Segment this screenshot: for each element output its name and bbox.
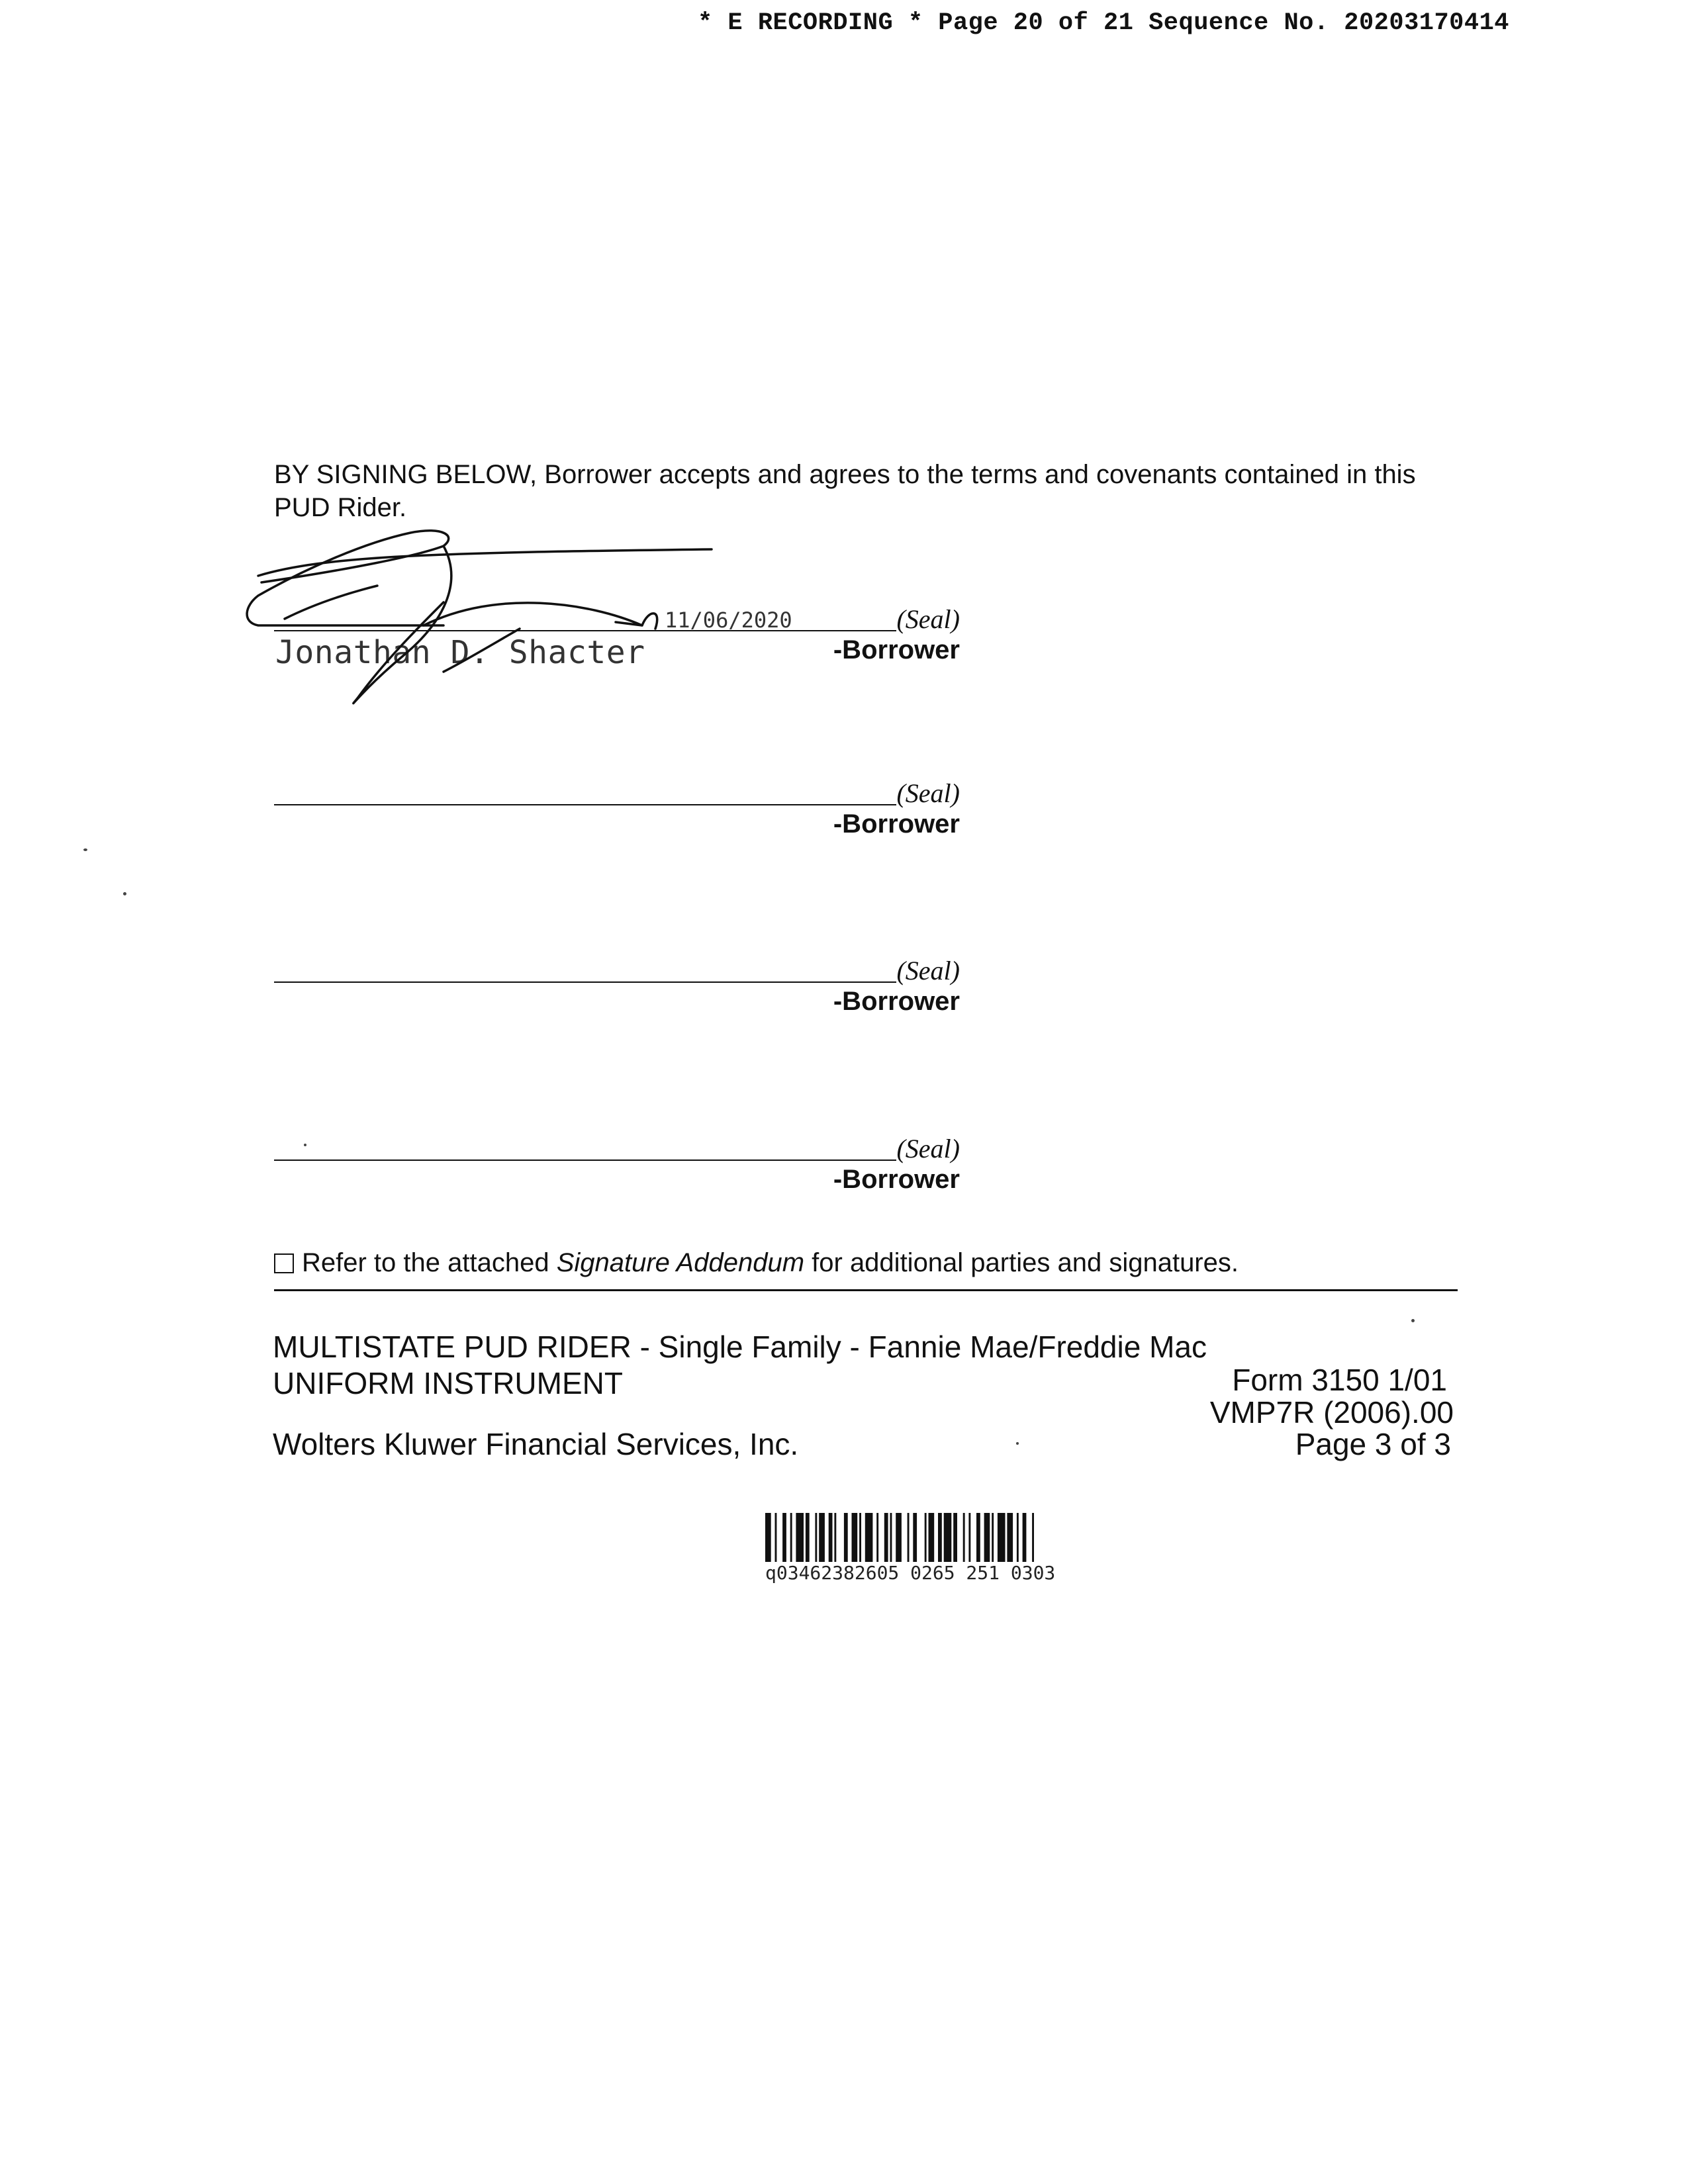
- signature-line: [274, 804, 896, 805]
- scan-speck: [83, 848, 87, 851]
- barcode-bar: [968, 1513, 970, 1562]
- barcode-bar: [806, 1513, 810, 1562]
- barcode-bar: [844, 1513, 848, 1562]
- publisher: Wolters Kluwer Financial Services, Inc.: [273, 1427, 799, 1461]
- signature-line: [274, 1160, 896, 1161]
- barcode-bar: [765, 1513, 771, 1562]
- vmp-code: VMP7R (2006).00: [1209, 1395, 1454, 1430]
- barcode-bar: [859, 1513, 861, 1562]
- barcode-bar: [1017, 1513, 1019, 1562]
- scan-speck: [1411, 1319, 1415, 1322]
- barcode-bar: [890, 1513, 892, 1562]
- signature-date: 11/06/2020: [665, 608, 792, 633]
- barcode-bar: [815, 1513, 817, 1562]
- borrower-name: Jonathan D. Shacter: [275, 634, 645, 671]
- signature-line: [274, 981, 896, 983]
- form-number: Form 3150 1/01: [1232, 1363, 1447, 1397]
- barcode-bar: [876, 1513, 878, 1562]
- barcode-bar: [852, 1513, 858, 1562]
- barcode-bar: [896, 1513, 902, 1562]
- uniform-instrument: UNIFORM INSTRUMENT: [273, 1366, 623, 1400]
- barcode-bar: [819, 1513, 825, 1562]
- barcode-bar: [829, 1513, 833, 1562]
- scan-speck: [304, 1144, 306, 1146]
- barcode-bar: [884, 1513, 888, 1562]
- addendum-emphasis: Signature Addendum: [556, 1248, 805, 1277]
- seal-label: (Seal): [896, 778, 960, 808]
- signature-block-4: [274, 1133, 960, 1194]
- signature-block-2: [274, 778, 960, 839]
- barcode-bar: [953, 1513, 957, 1562]
- barcode-bar: [938, 1513, 942, 1562]
- handwritten-signature: [245, 529, 748, 721]
- barcode-number: q03462382605 0265 251 0303: [765, 1562, 1056, 1584]
- barcode-bar: [976, 1513, 980, 1562]
- barcode-bar: [998, 1513, 1006, 1562]
- scan-speck: [123, 892, 126, 895]
- barcode-bar: [1023, 1513, 1027, 1562]
- seal-label: (Seal): [896, 604, 960, 634]
- signing-statement: BY SIGNING BELOW, Borrower accepts and agrees to the terms and covenants contained in this PUD Rider.: [274, 460, 1416, 522]
- borrower-label: -Borrower: [833, 635, 960, 664]
- addendum-checkbox[interactable]: [274, 1253, 294, 1273]
- signature-addendum-note: [274, 1248, 1239, 1278]
- barcode-bar: [1032, 1513, 1034, 1562]
- seal-label: (Seal): [896, 1134, 960, 1163]
- barcode: [765, 1513, 1229, 1584]
- seal-label: (Seal): [896, 956, 960, 985]
- addendum-suffix: for additional parties and signatures.: [804, 1248, 1239, 1277]
- barcode-bar: [913, 1513, 917, 1562]
- scan-speck: [1016, 1442, 1019, 1445]
- barcode-bar: [944, 1513, 952, 1562]
- barcode-bar: [775, 1513, 777, 1562]
- barcode-bar: [796, 1513, 804, 1562]
- barcode-bar: [908, 1513, 910, 1562]
- barcode-bar: [865, 1513, 873, 1562]
- barcode-bar: [925, 1513, 927, 1562]
- borrower-label: -Borrower: [833, 1165, 960, 1194]
- barcode-bar: [834, 1513, 836, 1562]
- barcode-bar: [984, 1513, 990, 1562]
- barcode-bar: [992, 1513, 994, 1562]
- form-title: MULTISTATE PUD RIDER - Single Family - Fannie Mae/Freddie Mac: [273, 1330, 1207, 1364]
- borrower-label: -Borrower: [833, 987, 960, 1016]
- barcode-bar: [1007, 1513, 1013, 1562]
- recording-stamp: * E RECORDING * Page 20 of 21 Sequence No. 20203170414: [698, 9, 1509, 37]
- barcode-bar: [963, 1513, 965, 1562]
- barcode-bar: [790, 1513, 792, 1562]
- barcode-bars: [765, 1513, 1229, 1562]
- barcode-bar: [929, 1513, 935, 1562]
- borrower-label: -Borrower: [833, 809, 960, 839]
- barcode-bar: [782, 1513, 786, 1562]
- page-number: Page 3 of 3: [1295, 1427, 1451, 1461]
- footer-divider: [274, 1289, 1458, 1291]
- addendum-prefix: Refer to the attached: [302, 1248, 557, 1277]
- signature-block-3: [274, 955, 960, 1016]
